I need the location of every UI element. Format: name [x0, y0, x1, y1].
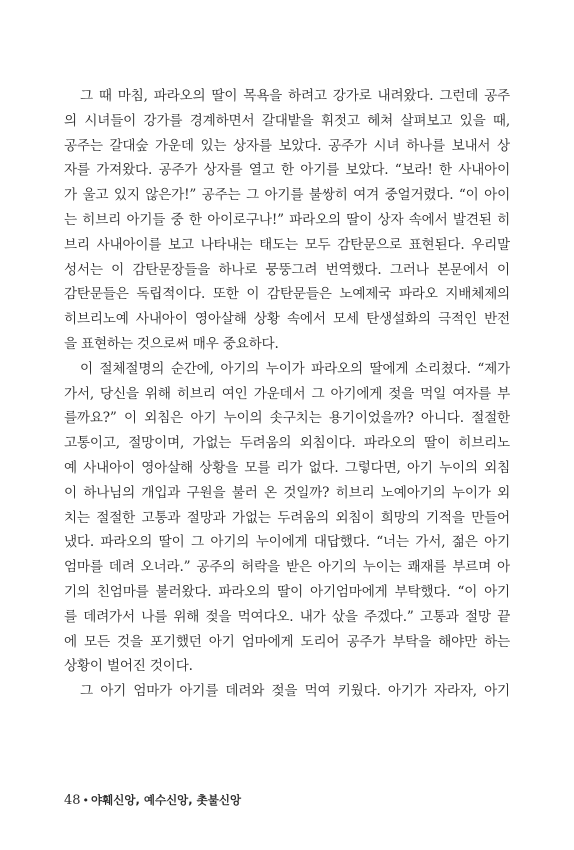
text-line: 냈다. 파라오의 딸이 그 아기의 누이에게 대답했다. “너는 가서, 젊은 아기 [64, 534, 510, 551]
text-line: 히브리노예 사내아이 영아살해 상황 속에서 모세 탄생설화의 극적인 반전 [64, 311, 510, 328]
text-line: 를 데려가서 나를 위해 젖을 먹여다오. 내가 삯을 주겠다.” 고통과 절망 끝 [64, 608, 510, 625]
text-line: 가서, 당신을 위해 히브리 여인 가운데서 그 아기에게 젖을 먹일 여자를 부 [64, 385, 510, 402]
page-number: 48 [64, 793, 81, 808]
text-line: 이 하나님의 개입과 구원을 불러 온 것일까? 히브리 노예아기의 누이가 외 [64, 484, 510, 501]
page-footer [64, 792, 241, 809]
paragraph-3 [64, 679, 510, 704]
text-line: 는 히브리 아기들 중 한 아이로구나!” 파라오의 딸이 상자 속에서 발견된 히 [64, 211, 510, 228]
text-line: 를까요?” 이 외침은 아기 누이의 솟구치는 용기이었을까? 아니다. 절절한 [64, 410, 510, 427]
bullet-separator: • [82, 794, 90, 807]
text-line: 가 울고 있지 않은가!” 공주는 그 아기를 불쌍히 여겨 중얼거렸다. “이 아이 [64, 187, 510, 204]
text-line: 치는 절절한 고통과 절망과 가없는 두려움의 외침이 희망의 기적을 만들어 [64, 509, 510, 526]
text-line: 을 표현하는 것으로써 매우 중요하다. [64, 335, 279, 352]
text-line: 의 시녀들이 강가를 경계하면서 갈대밭을 휘젓고 헤쳐 살펴보고 있을 때, [64, 112, 510, 129]
text-line: 그 아기 엄마가 아기를 데려와 젖을 먹여 키웠다. 아기가 자라자, 아기 [80, 683, 510, 700]
text-line: 공주는 갈대숲 가운데 있는 상자를 보았다. 공주가 시녀 하나를 보내서 상 [64, 137, 510, 154]
text-line: 고통이고, 절망이며, 가없는 두려움의 외침이다. 파라오의 딸이 히브리노 [64, 435, 510, 452]
text-line: 이 절체절명의 순간에, 아기의 누이가 파라오의 딸에게 소리쳤다. “제가 [80, 360, 510, 377]
text-line: 브리 사내아이를 보고 나타내는 태도는 모두 감탄문으로 표현된다. 우리말 [64, 236, 510, 253]
text-line: 감탄문들은 독립적이다. 또한 이 감탄문들은 노예제국 파라오 지배체제의 [64, 286, 510, 303]
text-line: 자를 가져왔다. 공주가 상자를 열고 한 아기를 보았다. “보라! 한 사내아이 [64, 162, 510, 179]
text-line: 그 때 마침, 파라오의 딸이 목욕을 하려고 강가로 내려왔다. 그런데 공주 [80, 88, 510, 104]
text-line: 엄마를 데려 오너라.” 공주의 허락을 받은 아기의 누이는 쾌재를 부르며 아 [64, 559, 510, 576]
page-body [64, 84, 510, 704]
text-line: 에 모든 것을 포기했던 아기 엄마에게 도리어 공주가 부탁을 해야만 하는 [64, 633, 510, 650]
paragraph-2 [64, 357, 510, 679]
book-title: 야훼신앙, 예수신앙, 촛불신앙 [91, 793, 242, 807]
text-line: 기의 친엄마를 불러왔다. 파라오의 딸이 아기엄마에게 부탁했다. “이 아기 [64, 583, 510, 600]
text-line: 성서는 이 감탄문장들을 하나로 뭉뚱그려 번역했다. 그러나 본문에서 이 [64, 261, 510, 278]
text-line: 예 사내아이 영아살해 상황을 모를 리가 없다. 그렇다면, 아기 누이의 외침 [64, 459, 510, 476]
text-line: 상황이 벌어진 것이다. [64, 658, 193, 675]
paragraph-1 [64, 84, 510, 357]
